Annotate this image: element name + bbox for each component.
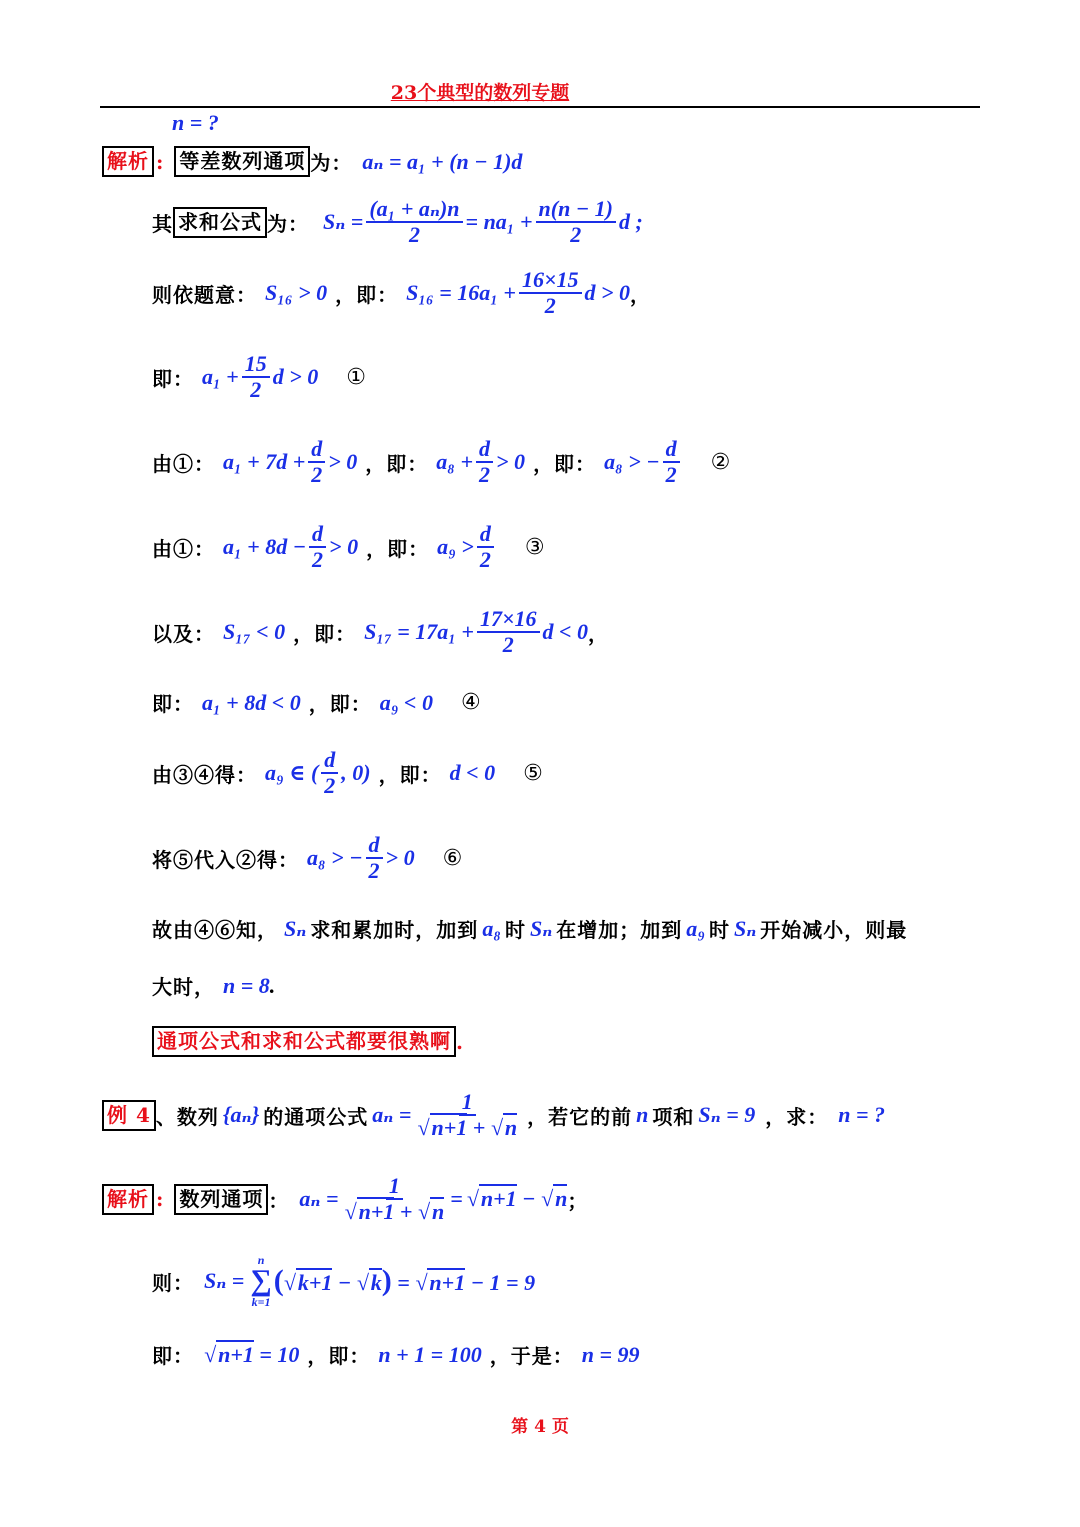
step6-prefix: 即： <box>152 692 194 716</box>
step4-fnum-1: d <box>309 522 326 548</box>
question-tail <box>172 110 219 136</box>
summation-sigma: ∑ <box>250 1264 272 1297</box>
sum-eq: = <box>391 1270 416 1295</box>
concl-a8: a₈ <box>482 915 501 941</box>
summation-top: n <box>257 1253 265 1267</box>
step5-ji: ，即： <box>293 621 357 646</box>
example4-plus: + <box>467 1115 491 1141</box>
sum-mid: = na₁ + <box>465 209 533 235</box>
example4-seq: {aₙ} <box>222 1102 260 1128</box>
concl2-period: . <box>269 972 276 998</box>
example4-ask: n = ? <box>838 1102 886 1128</box>
example4-text-3: 项和 <box>652 1104 695 1129</box>
concl-text-1: 故由④⑥知， <box>152 918 278 942</box>
concl2-answer: n = 8 <box>223 972 270 998</box>
sum-sqrt-a: k+1 <box>297 1270 333 1295</box>
step2-fraction <box>242 352 270 402</box>
final-b: n + 1 = 100 <box>378 1341 482 1367</box>
step3-fden-2: 2 <box>479 462 491 488</box>
solution2-sum-prefix: 则： <box>152 1270 194 1295</box>
step7-mark: ⑤ <box>523 760 543 786</box>
step8-mark: ⑥ <box>442 845 463 871</box>
step7-ji: ，即： <box>378 762 442 787</box>
step3-fnum-1: d <box>308 437 325 463</box>
solution2-label-colon: : <box>156 1187 165 1212</box>
sum-prefix: 其 <box>152 211 173 236</box>
solution2-sum-body: (√k+1 − √k) = √n+1 − 1 = 9 <box>273 1264 536 1297</box>
step2-mark: ① <box>346 364 366 390</box>
step7-c: d < 0 <box>449 760 496 786</box>
solution2-fnum: 1 <box>386 1174 403 1200</box>
step1-end: ， <box>630 282 652 307</box>
sum-sqrt-r: n+1 <box>429 1270 466 1295</box>
step1-c: d > 0 <box>584 280 631 306</box>
step3-fden-1: 2 <box>311 462 323 488</box>
step3-fden-3: 2 <box>665 462 677 488</box>
step4-fraction-1 <box>309 522 326 572</box>
note-box: 通项公式和求和公式都要很熟啊 <box>152 1026 456 1057</box>
example4-sqrt-b: n <box>504 1115 518 1141</box>
step1-a: S₁₆ > 0 <box>265 280 328 306</box>
step4-fnum-2: d <box>477 522 494 548</box>
sum-suffix: 为： <box>267 211 309 236</box>
concl-s2: Sₙ <box>529 915 553 941</box>
step3-e: a₈ > − <box>604 449 660 475</box>
summation-bottom: k=1 <box>251 1295 271 1309</box>
step4-prefix: 由①： <box>152 536 215 561</box>
step8-b: > 0 <box>385 845 415 871</box>
solution2-r-a: n+1 <box>480 1186 517 1212</box>
step8-line <box>152 833 462 883</box>
example4-label: 例 4 <box>102 1100 156 1131</box>
step4-fraction-2 <box>477 522 494 572</box>
sum-f2-num: n(n − 1) <box>536 197 616 223</box>
solution2-sum-lhs: Sₙ = <box>204 1268 245 1293</box>
sum-minus: − <box>332 1270 357 1295</box>
concl-text-5: 时 <box>708 918 730 942</box>
page-number: 第 4 页 <box>511 1417 569 1437</box>
step7-a: a₉ ∈ ( <box>265 760 319 786</box>
sum-fraction-1 <box>366 197 462 247</box>
term-box: 等差数列通项 <box>174 146 310 177</box>
solution2-label: 解析 <box>102 1184 154 1215</box>
example4-fden: √n+1 + √n <box>417 1115 518 1141</box>
sum-sqrt-b: k <box>370 1270 382 1295</box>
step3-fraction-1 <box>308 437 325 487</box>
step3-a: a₁ + 7d + <box>223 449 306 475</box>
step4-ji: ，即： <box>366 536 430 561</box>
step5-end: ， <box>588 621 610 646</box>
example4-sep: 、数列 <box>155 1104 219 1129</box>
solution2-semi: ； <box>567 1188 589 1213</box>
example4-text-2: ，若它的前 <box>527 1104 633 1129</box>
example4-lhs: aₙ = <box>372 1102 412 1128</box>
step1-prefix: 则依题意： <box>152 282 257 307</box>
step4-fden-2: 2 <box>479 547 491 573</box>
step8-fnum: d <box>366 833 383 859</box>
note-dot: . <box>456 1029 464 1054</box>
example4-sn: Sₙ = 9 <box>698 1102 756 1128</box>
concl-s1: Sₙ <box>284 915 307 941</box>
step5-fnum: 17×16 <box>477 607 540 633</box>
conclusion-line-2 <box>152 971 275 1000</box>
conclusion-line-1 <box>152 914 907 943</box>
general-term-formula: aₙ = a₁ + (n − 1)d <box>362 148 523 174</box>
sum-formula-line <box>152 197 643 247</box>
concl2-text: 大时， <box>152 975 215 999</box>
example4-sqrt-a: n+1 <box>431 1115 468 1141</box>
step5-prefix: 以及： <box>152 621 215 646</box>
step4-c: a₉ > <box>437 534 474 560</box>
step1-line <box>152 268 651 318</box>
step3-fraction-3 <box>663 437 680 487</box>
step3-ji2: ，即： <box>533 451 597 476</box>
step3-fnum-2: d <box>476 437 493 463</box>
step6-a: a₁ + 8d < 0 <box>202 689 301 715</box>
step2-a: a₁ + <box>202 364 239 390</box>
solution2-rhs: √n+1 − √n <box>466 1186 568 1212</box>
concl-a9: a₉ <box>686 915 705 941</box>
solution2-box: 数列通项 <box>174 1184 268 1215</box>
sum-fraction-2 <box>536 197 616 247</box>
step7-fraction <box>321 748 338 798</box>
example4-text-4: ，求： <box>765 1104 829 1129</box>
step7-fnum: d <box>321 748 338 774</box>
step5-fden: 2 <box>502 632 514 658</box>
step3-mark: ② <box>710 449 731 475</box>
solution2-sum-line <box>152 1254 535 1308</box>
step3-line <box>152 437 730 487</box>
sum-lhs: Sₙ = <box>323 209 364 235</box>
example4-fraction <box>414 1090 520 1140</box>
header-rule <box>100 106 980 108</box>
step7-b: , 0) <box>341 760 371 786</box>
step3-b: > 0 <box>328 449 358 475</box>
concl-text-6: 开始减小，则最 <box>760 918 908 942</box>
solution1-label-colon: : <box>156 149 165 174</box>
step4-fden-1: 2 <box>312 547 324 573</box>
step6-mark: ④ <box>460 690 481 715</box>
step1-fraction <box>519 268 582 318</box>
final-a: = 10 <box>253 1341 300 1367</box>
question-ask: n = ? <box>172 110 219 135</box>
note-line <box>152 1026 464 1057</box>
sum-tail: d ; <box>618 209 643 235</box>
sum-box: 求和公式 <box>173 207 267 238</box>
final-answer: n = 99 <box>581 1341 640 1367</box>
solution1-heading <box>102 146 522 177</box>
solution2-fden: √n+1 + √n <box>344 1199 445 1225</box>
summation-operator <box>250 1254 271 1308</box>
step8-fraction <box>366 833 383 883</box>
step2-fnum: 15 <box>242 352 270 378</box>
sum-tail: − 1 = 9 <box>465 1270 536 1295</box>
step1-b: S₁₆ = 16a₁ + <box>406 280 516 306</box>
step3-fnum-3: d <box>663 437 680 463</box>
step5-a: S₁₇ < 0 <box>223 619 286 645</box>
sum-f1-den: 2 <box>408 222 420 248</box>
concl-text-2: 求和累加时，加到 <box>310 918 479 942</box>
final-prefix: 即： <box>152 1344 194 1368</box>
term-suffix: 为： <box>310 151 353 175</box>
step8-fden: 2 <box>368 858 380 884</box>
solution2-sqrt-a: n+1 <box>358 1199 395 1225</box>
solution2-heading <box>102 1174 588 1224</box>
paren-open: ( <box>273 1264 284 1297</box>
final-yu: ，于是： <box>489 1344 574 1368</box>
step1-fnum: 16×15 <box>519 268 582 294</box>
step4-mark: ③ <box>524 534 545 560</box>
concl-text-4: 在增加；加到 <box>556 918 683 942</box>
step4-b: > 0 <box>329 534 359 560</box>
solution2-r-b: n <box>555 1186 568 1212</box>
solution1-label: 解析 <box>102 146 154 177</box>
step1-fden: 2 <box>544 293 556 319</box>
step5-fraction <box>477 607 540 657</box>
solution2-r-minus: − <box>516 1186 541 1212</box>
step2-line <box>152 352 366 402</box>
sum-f1-num: (a₁ + aₙ)n <box>366 197 462 223</box>
step4-a: a₁ + 8d − <box>223 534 307 560</box>
example4-line <box>102 1090 885 1140</box>
example4-text-1: 的通项公式 <box>263 1104 369 1129</box>
step3-d: > 0 <box>496 449 526 475</box>
step3-prefix: 由①： <box>152 451 215 476</box>
step6-ji: ，即： <box>308 692 372 716</box>
solution2-lhs: aₙ = <box>299 1186 339 1212</box>
step7-line <box>152 748 543 798</box>
solution2-plus: + <box>394 1199 418 1225</box>
solution2-final-line <box>152 1340 640 1369</box>
step3-fraction-2 <box>476 437 493 487</box>
step2-prefix: 即： <box>152 366 194 391</box>
step6-b: a₉ < 0 <box>379 689 433 715</box>
final-ji: ，即： <box>307 1344 371 1368</box>
sum-f2-den: 2 <box>570 222 582 248</box>
step7-fden: 2 <box>324 773 336 799</box>
solution2-fraction <box>342 1174 448 1224</box>
step1-ji: ，即： <box>335 282 399 307</box>
solution2-eq: = <box>450 1186 463 1212</box>
step3-ji1: ，即： <box>365 451 429 476</box>
concl-text-3: 时 <box>504 918 526 942</box>
step7-prefix: 由③④得： <box>152 762 257 787</box>
solution2-colon: ： <box>268 1188 290 1213</box>
example4-n: n <box>636 1102 649 1128</box>
step2-fden: 2 <box>250 377 262 403</box>
step8-prefix: 将⑤代入②得： <box>152 847 299 872</box>
concl-s3: Sₙ <box>733 915 757 941</box>
solution2-sqrt-b: n <box>432 1199 445 1225</box>
step6-line <box>152 688 481 717</box>
final-sqrt: n+1 <box>218 1341 254 1367</box>
step5-line <box>152 607 609 657</box>
final-sqrt-eq: √n+1 = 10 <box>204 1341 300 1367</box>
step2-b: d > 0 <box>272 364 319 390</box>
step5-b: S₁₇ = 17a₁ + <box>364 619 474 645</box>
step8-a: a₈ > − <box>307 845 363 871</box>
step3-c: a₈ + <box>436 449 474 475</box>
example4-fnum: 1 <box>459 1090 476 1116</box>
document-header-title: 23个典型的数列专题 <box>390 82 570 104</box>
step5-c: d < 0 <box>542 619 589 645</box>
step4-line <box>152 522 545 572</box>
paren-close: ) <box>381 1264 392 1297</box>
